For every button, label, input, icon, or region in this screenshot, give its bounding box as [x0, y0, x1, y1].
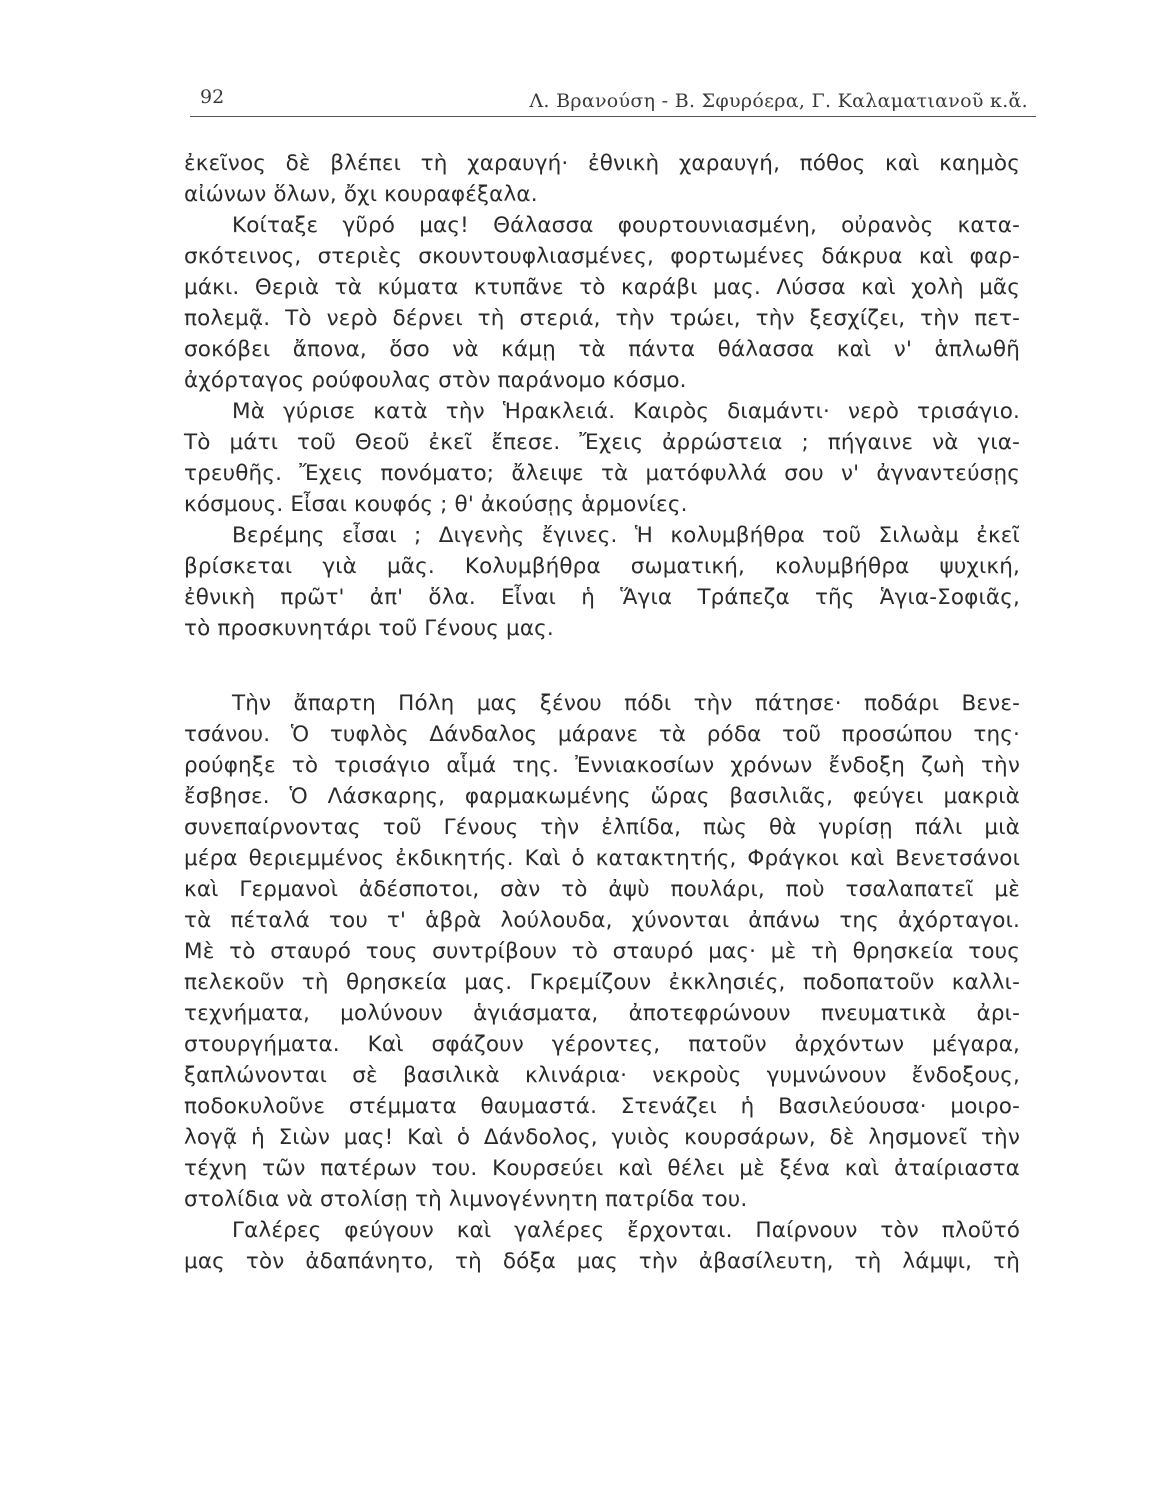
text-line: Κοίταξε γῦρό μας! Θάλασσα φουρτουνιασμένη, οὐρανὸς κατα- — [232, 213, 1020, 238]
text-line: Τὸ μάτι τοῦ Θεοῦ ἐκεῖ ἔπεσε. Ἔχεις ἀρρώστεια ; πήγαινε νὰ για- — [184, 430, 1020, 455]
section-break — [184, 644, 1020, 688]
text-line: Μὲ τὸ σταυρό τους συντρίβουν τὸ σταυρό μας· μὲ τὴ θρησκεία τους — [184, 939, 1020, 964]
text-line: τεχνήματα, μολύνουν ἁγιάσματα, ἀποτεφρώνουν πνευματικὰ ἀρι- — [184, 1001, 1020, 1026]
text-line: Γαλέρες φεύγουν καὶ γαλέρες ἔρχονται. Παίρνουν τὸν πλοῦτό — [232, 1218, 1020, 1243]
text-line: ἀχόρταγος ρούφουλας στὸν παράνομο κόσμο. — [184, 368, 687, 393]
text-line: τὰ πέταλά του τ' ἁβρὰ λούλουδα, χύνονται ἀπάνω της ἀχόρταγοι. — [184, 908, 1020, 933]
text-line: σκότεινος, στεριὲς σκουντουφλιασμένες, φορτωμένες δάκρυα καὶ φαρ- — [184, 244, 1020, 269]
text-line: Βερέμης εἶσαι ; Διγενὴς ἔγινες. Ἡ κολυμβήθρα τοῦ Σιλωὰμ ἐκεῖ — [232, 523, 1020, 548]
text-line: μάκι. Θεριὰ τὰ κύματα κτυπᾶνε τὸ καράβι μας. Λύσσα καὶ χολὴ μᾶς — [184, 275, 1020, 300]
text-line: ξαπλώνονται σὲ βασιλικὰ κλινάρια· νεκροὺς γυμνώνουν ἔνδοξους, — [184, 1063, 1020, 1088]
page-number: 92 — [200, 86, 225, 108]
text-line: μέρα θεριεμμένος ἐκδικητής. Καὶ ὁ κατακτητής, Φράγκοι καὶ Βενετσάνοι — [184, 846, 1020, 871]
text-line: αἰώνων ὅλων, ὄχι κουραφέξαλα. — [184, 182, 538, 207]
text-line: στουργήματα. Καὶ σφάζουν γέροντες, πατοῦν ἀρχόντων μέγαρα, — [184, 1032, 1020, 1057]
body-text — [184, 148, 1020, 1277]
text-line: ποδοκυλοῦνε στέμματα θαυμαστά. Στενάζει ἡ Βασιλεύουσα· μοιρο- — [184, 1094, 1020, 1119]
running-head: Λ. Βρανούση - Β. Σφυρόερα, Γ. Καλαματιανοῦ κ.ἄ. — [529, 90, 1028, 112]
text-line: λογᾷ ἡ Σιὼν μας! Καὶ ὁ Δάνδολος, γυιὸς κουρσάρων, δὲ λησμονεῖ τὴν — [184, 1125, 1020, 1150]
text-line: ρούφηξε τὸ τρισάγιο αἷμά της. Ἐννιακοσίων χρόνων ἔνδοξη ζωὴ τὴν — [184, 753, 1020, 778]
text-line: πολεμᾷ. Τὸ νερὸ δέρνει τὴ στεριά, τὴν τρώει, τὴν ξεσχίζει, τὴν πετ- — [184, 306, 1020, 331]
text-line: σοκόβει ἄπονα, ὅσο νὰ κάμῃ τὰ πάντα θάλασσα καὶ ν' ἁπλωθῆ — [184, 337, 1020, 362]
text-line: ἔσβησε. Ὁ Λάσκαρης, φαρμακωμένης ὥρας βασιλιᾶς, φεύγει μακριὰ — [184, 784, 1020, 809]
text-line: στολίδια νὰ στολίσῃ τὴ λιμνογέννητη πατρίδα του. — [184, 1187, 748, 1212]
text-line: πελεκοῦν τὴ θρησκεία μας. Γκρεμίζουν ἐκκλησιές, ποδοπατοῦν καλλι- — [184, 970, 1020, 995]
text-line: τέχνη τῶν πατέρων του. Κουρσεύει καὶ θέλει μὲ ξένα καὶ ἀταίριαστα — [184, 1156, 1020, 1181]
text-line: τσάνου. Ὁ τυφλὸς Δάνδαλος μάρανε τὰ ρόδα τοῦ προσώπου της· — [184, 722, 1020, 747]
text-line: καὶ Γερμανοὶ ἀδέσποτοι, σὰν τὸ ἀψὺ πουλάρι, ποὺ τσαλαπατεῖ μὲ — [184, 877, 1020, 902]
text-line: τρευθῆς. Ἔχεις πονόματο; ἄλειψε τὰ ματόφυλλά σου ν' ἀγναντεύσῃς — [184, 461, 1020, 486]
text-line: τὸ προσκυνητάρι τοῦ Γένους μας. — [184, 616, 554, 641]
text-line: μας τὸν ἀδαπάνητο, τὴ δόξα μας τὴν ἀβασίλευτη, τὴ λάμψι, τὴ — [184, 1249, 1020, 1274]
text-line: συνεπαίρνοντας τοῦ Γένους τὴν ἐλπίδα, πὼς θὰ γυρίσῃ πάλι μιὰ — [184, 815, 1020, 840]
text-line: Μὰ γύρισε κατὰ τὴν Ἡρακλειά. Καιρὸς διαμάντι· νερὸ τρισάγιο. — [232, 399, 1020, 424]
text-line: ἐκεῖνος δὲ βλέπει τὴ χαραυγή· ἐθνικὴ χαραυγή, πόθος καὶ καημὸς — [184, 151, 1020, 176]
text-line: βρίσκεται γιὰ μᾶς. Κολυμβήθρα σωματική, κολυμβήθρα ψυχική, — [184, 554, 1020, 579]
text-line: Τὴν ἄπαρτη Πόλη μας ξένου πόδι τὴν πάτησε· ποδάρι Βενε- — [232, 691, 1020, 716]
page-header — [190, 82, 1036, 117]
text-line: ἐθνικὴ πρῶτ' ἀπ' ὅλα. Εἶναι ἡ Ἅγια Τράπεζα τῆς Ἁγια-Σοφιᾶς, — [184, 585, 1020, 610]
text-line: κόσμους. Εἶσαι κουφός ; θ' ἀκούσῃς ἁρμονίες. — [184, 492, 688, 517]
